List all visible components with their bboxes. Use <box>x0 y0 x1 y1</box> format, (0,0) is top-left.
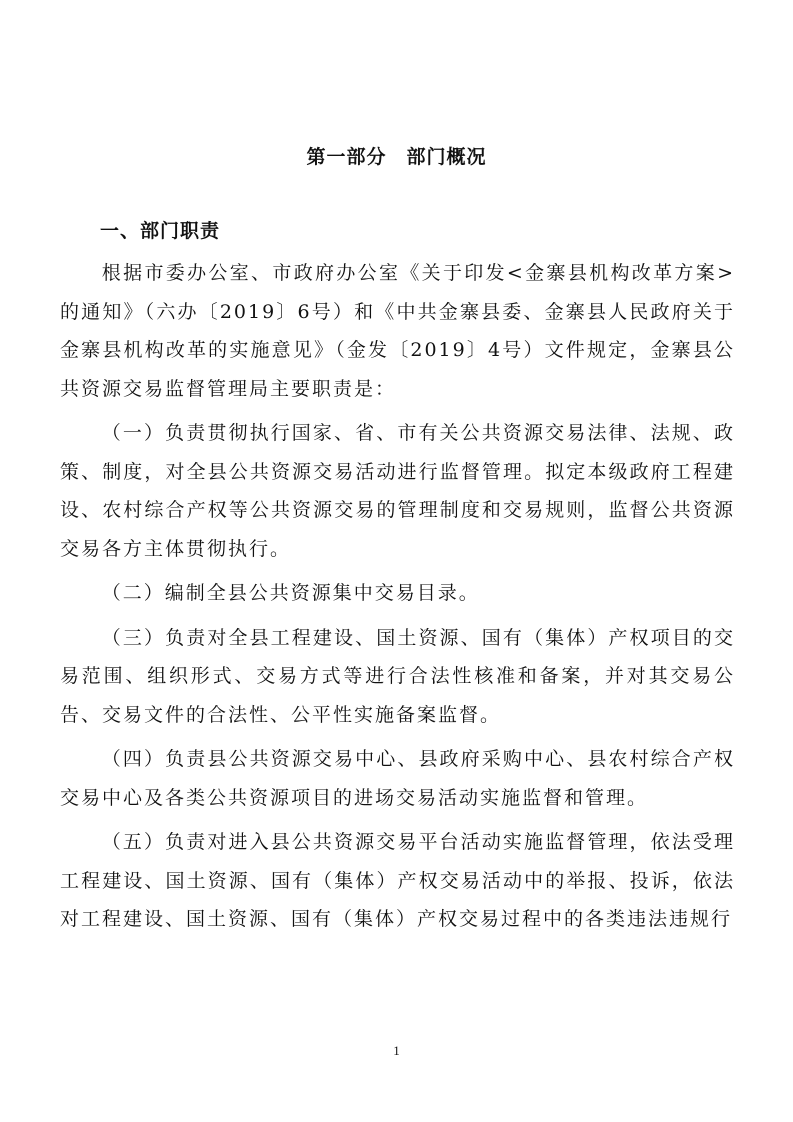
section-heading: 一、部门职责 <box>100 220 221 242</box>
paragraph-duty-2: （二）编制全县公共资源集中交易目录。 <box>101 582 480 604</box>
paragraph-duty-4: （四）负责县公共资源交易中心、县政府采购中心、县农村综合产权交易中心及各类公共资源项目的进场交易活动实施监督和管理。 <box>60 748 735 809</box>
paragraph-duty-1: （一）负责贯彻执行国家、省、市有关公共资源交易法律、法规、政策、制度，对全县公共资源交易活动进行监督管理。拟定本级政府工程建设、农村综合产权等公共资源交易的管理制度和交易规则，监督公共资源交易各方主体贯彻执行。 <box>60 422 735 560</box>
document-title: 第一部分 部门概况 <box>306 146 487 168</box>
page-number: 1 <box>393 1043 400 1058</box>
paragraph-duty-5: （五）负责对进入县公共资源交易平台活动实施监督管理，依法受理工程建设、国土资源、国有（集体）产权交易活动中的举报、投诉，依法对工程建设、国土资源、国有（集体）产权交易过程中的各类违法违规行 <box>60 831 735 930</box>
paragraph-intro: 根据市委办公室、市政府办公室《关于印发<金寨县机构改革方案>的通知》（六办〔2019〕6号）和《中共金寨县委、金寨县人民政府关于金寨县机构改革的实施意见》（金发〔2019〕4号）文件规定，金寨县公共资源交易监督管理局主要职责是： <box>60 262 735 400</box>
paragraph-duty-3: （三）负责对全县工程建设、国土资源、国有（集体）产权项目的交易范围、组织形式、交易方式等进行合法性核准和备案，并对其交易公告、交易文件的合法性、公平性实施备案监督。 <box>60 626 735 726</box>
document-body <box>60 254 735 945</box>
